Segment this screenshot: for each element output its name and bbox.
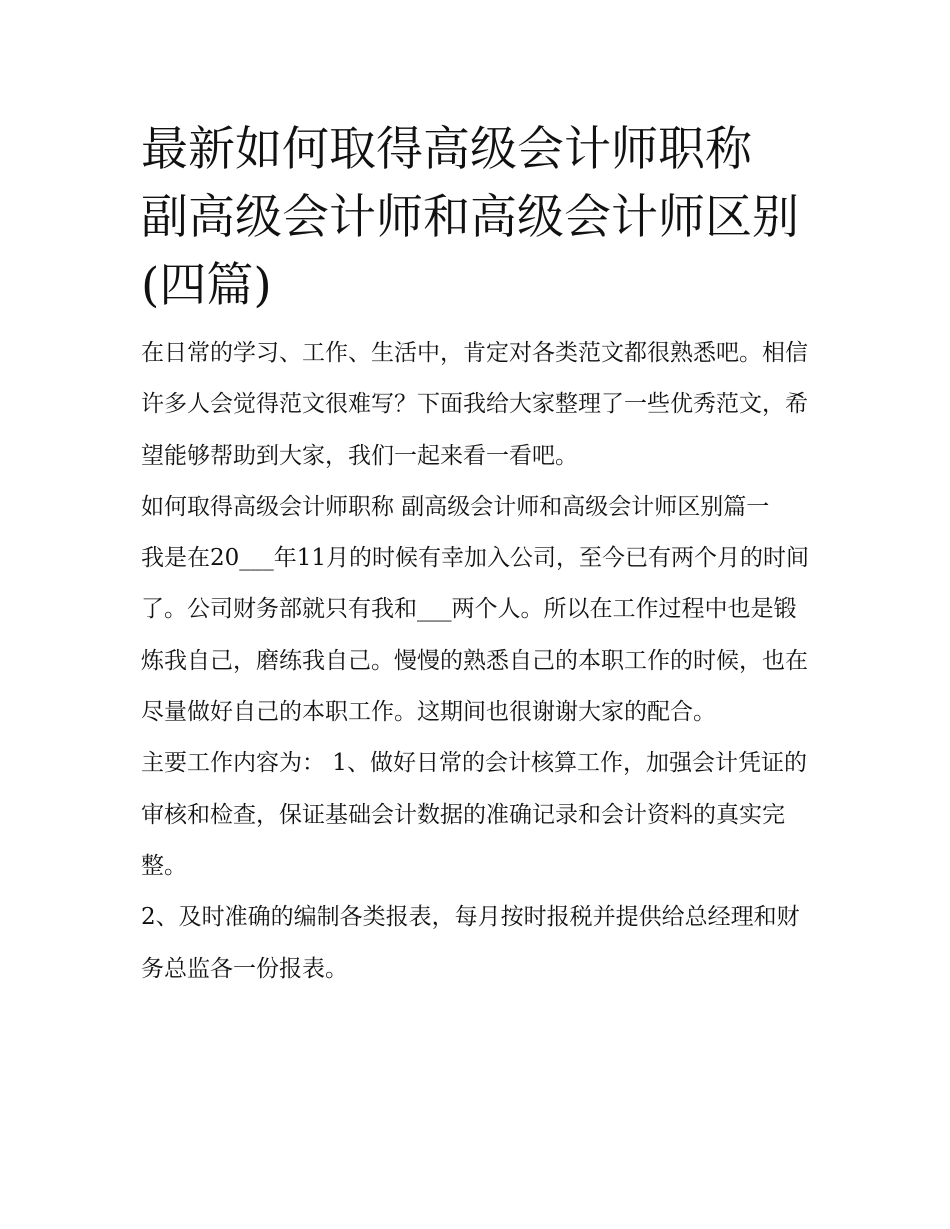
document-content <box>141 116 813 995</box>
section-heading: 如何取得高级会计师职称 副高级会计师和高级会计师区别篇一 <box>141 493 770 520</box>
document-body <box>141 328 813 995</box>
body-paragraph: 2、及时准确的编制各类报表，每月按时报税并提供给总经理和财务总监各一份报表。 <box>141 904 800 982</box>
body-paragraph: 主要工作内容为： 1、做好日常的会计核算工作，加强会计凭证的审核和检查，保证基础会计数据的准确记录和会计资料的真实完整。 <box>141 750 807 879</box>
document-title: 最新如何取得高级会计师职称 副高级会计师和高级会计师区别(四篇) <box>141 122 799 313</box>
body-paragraph: 我是在20___年11月的时候有幸加入公司，至今已有两个月的时间了。公司财务部就只有我和___两个人。所以在工作过程中也是锻炼我自己，磨练我自己。慢慢的熟悉自己的本职工作的时候，也在尽量做好自己的本职工作。这期间也很谢谢大家的配合。 <box>141 545 810 726</box>
intro-paragraph: 在日常的学习、工作、生活中，肯定对各类范文都很熟悉吧。相信许多人会觉得范文很难写？下面我给大家整理了一些优秀范文，希望能够帮助到大家，我们一起来看一看吧。 <box>141 340 808 469</box>
